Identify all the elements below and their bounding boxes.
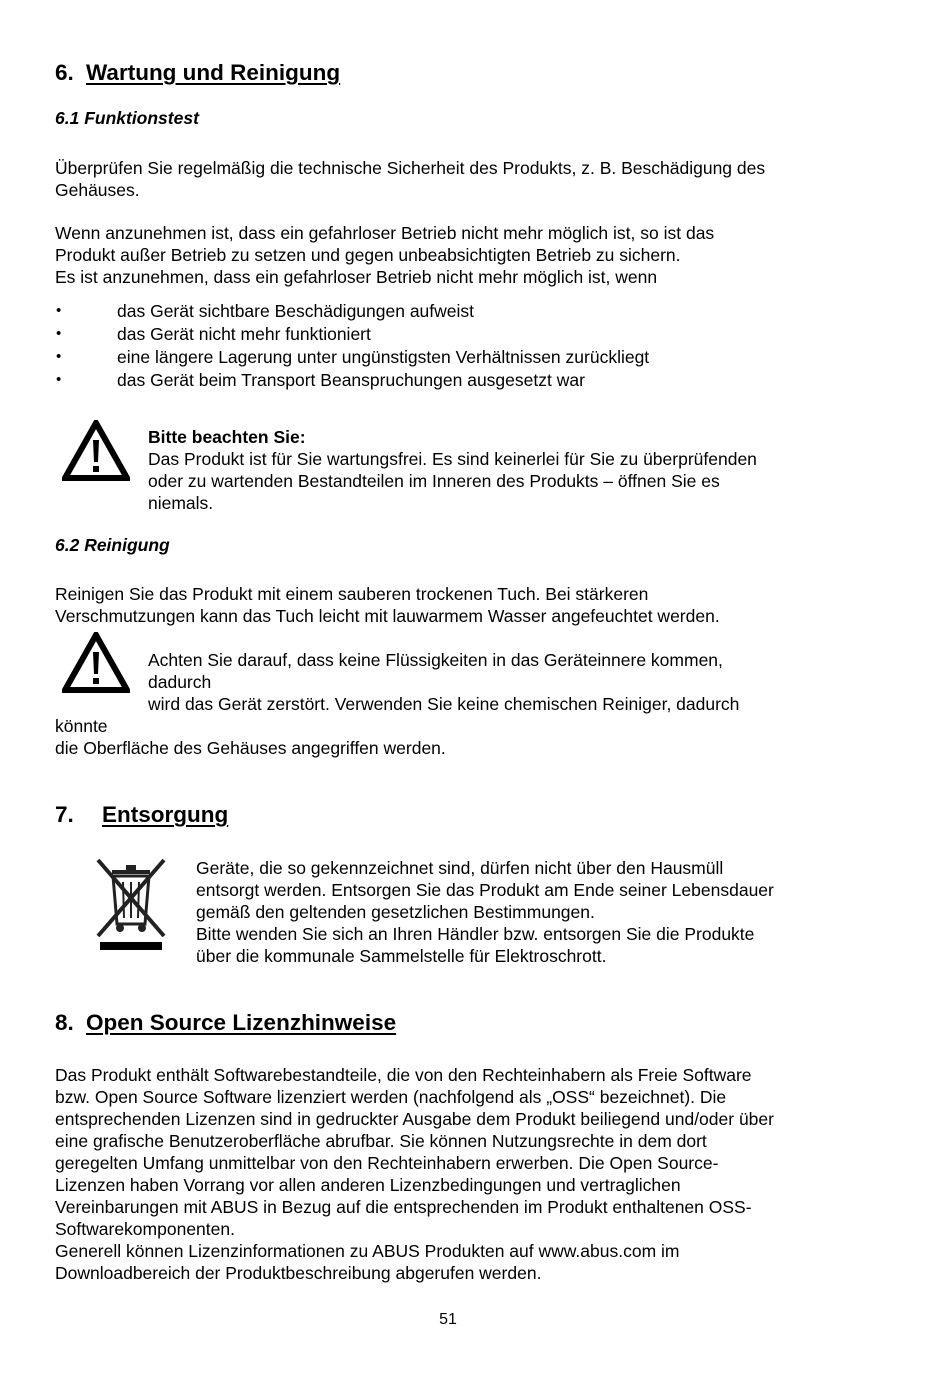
disposal-text [196, 857, 774, 967]
warning-line: dadurch [148, 672, 212, 692]
paragraph-line: Es ist anzunehmen, dass ein gefahrloser Betrieb nicht mehr möglich ist, wenn [55, 267, 658, 287]
section-6-title: Wartung und Reinigung [86, 60, 341, 85]
paragraph-line: Überprüfen Sie regelmäßig die technische Sicherheit des Produkts, z. B. Beschädigung des [55, 158, 766, 178]
bullet-symbol: • [56, 302, 62, 319]
section-7-number: 7. [55, 802, 74, 827]
note-line: niemals. [148, 493, 214, 513]
paragraph-line: Geräte, die so gekennzeichnet sind, dürfen nicht über den Hausmüll [196, 858, 724, 878]
warning-text-continued [55, 715, 446, 759]
weee-crossed-bin-icon [92, 856, 170, 952]
list-item-text: das Gerät nicht mehr funktioniert [117, 324, 371, 344]
paragraph-line: Bitte wenden Sie sich an Ihren Händler bzw. entsorgen Sie die Produkte [196, 924, 755, 944]
bullet-symbol: • [56, 325, 62, 342]
paragraph-line: entsprechenden Lizenzen sind in gedruckter Ausgabe dem Produkt beiliegend und/oder über [55, 1109, 774, 1129]
warning-line: könnte [55, 716, 108, 736]
paragraph-line: Reinigen Sie das Produkt mit einem sauberen trockenen Tuch. Bei stärkeren [55, 584, 649, 604]
bullet-symbol: • [56, 348, 62, 365]
paragraph-line: Downloadbereich der Produktbeschreibung abgerufen werden. [55, 1263, 542, 1283]
paragraph-line: geregelten Umfang unmittelbar von den Rechteinhabern erwerben. Die Open Source- [55, 1153, 719, 1173]
list-item-text: das Gerät sichtbare Beschädigungen aufweist [117, 301, 475, 321]
warning-triangle-icon [62, 632, 130, 694]
list-item-text: das Gerät beim Transport Beanspruchungen ausgesetzt war [117, 370, 585, 390]
paragraph-line: Softwarekomponenten. [55, 1219, 235, 1239]
paragraph-line: Lizenzen haben Vorrang vor allen anderen Lizenzbedingungen und vertraglichen [55, 1175, 681, 1195]
open-source-text [55, 1064, 774, 1284]
subsection-6-2-title: 6.2 Reinigung [55, 535, 170, 555]
paragraph-line: Produkt außer Betrieb zu setzen und gegen unbeabsichtigten Betrieb zu sichern. [55, 245, 681, 265]
section-7-heading [55, 801, 228, 829]
section-8-title: Open Source Lizenzhinweise [86, 1010, 397, 1035]
paragraph-intro [55, 157, 765, 201]
list-item [0, 323, 950, 346]
paragraph-line: eine grafische Benutzeroberfläche abrufbar. Sie können Nutzungsrechte in dem dort [55, 1131, 707, 1151]
paragraph-line: Wenn anzunehmen ist, dass ein gefahrloser Betrieb nicht mehr möglich ist, so ist das [55, 223, 715, 243]
paragraph-conditions [55, 222, 714, 288]
paragraph-line: Gehäuses. [55, 180, 140, 200]
section-6-number: 6. [55, 60, 74, 85]
paragraph-line: bzw. Open Source Software lizenziert werden (nachfolgend als „OSS“ bezeichnet). Die [55, 1087, 727, 1107]
warning-text [148, 649, 739, 715]
paragraph-line: über die kommunale Sammelstelle für Elektroschrott. [196, 946, 607, 966]
note-box [148, 426, 757, 514]
subsection-6-1-title: 6.1 Funktionstest [55, 108, 199, 128]
section-6-heading [55, 59, 340, 87]
paragraph-line: Generell können Lizenzinformationen zu ABUS Produkten auf www.abus.com im [55, 1241, 680, 1261]
note-title: Bitte beachten Sie: [148, 427, 306, 447]
section-8-number: 8. [55, 1010, 74, 1035]
note-line: Das Produkt ist für Sie wartungsfrei. Es sind keinerlei für Sie zu überprüfenden [148, 449, 757, 469]
page-number: 51 [439, 1311, 457, 1328]
list-item [0, 346, 950, 369]
paragraph-line: entsorgt werden. Entsorgen Sie das Produkt am Ende seiner Lebensdauer [196, 880, 774, 900]
warning-line: die Oberfläche des Gehäuses angegriffen werden. [55, 738, 446, 758]
section-7-title: Entsorgung [102, 802, 229, 827]
list-item [0, 300, 950, 323]
list-item-text: eine längere Lagerung unter ungünstigsten Verhältnissen zurückliegt [117, 347, 650, 367]
paragraph-line: Vereinbarungen mit ABUS in Bezug auf die entsprechenden im Produkt enthaltenen OSS- [55, 1197, 752, 1217]
warning-triangle-icon [62, 420, 130, 482]
warning-line: Achten Sie darauf, dass keine Flüssigkeiten in das Geräteinnere kommen, [148, 650, 723, 670]
paragraph-line: gemäß den geltenden gesetzlichen Bestimmungen. [196, 902, 595, 922]
bullet-list [0, 300, 950, 392]
section-8-heading [55, 1009, 396, 1037]
paragraph-cleaning [55, 583, 720, 627]
paragraph-line: Verschmutzungen kann das Tuch leicht mit lauwarmem Wasser angefeuchtet werden. [55, 606, 720, 626]
list-item [0, 369, 950, 392]
warning-line: wird das Gerät zerstört. Verwenden Sie keine chemischen Reiniger, dadurch [148, 694, 740, 714]
paragraph-line: Das Produkt enthält Softwarebestandteile, die von den Rechteinhabern als Freie Software [55, 1065, 752, 1085]
bullet-symbol: • [56, 371, 62, 388]
note-line: oder zu wartenden Bestandteilen im Inneren des Produkts – öffnen Sie es [148, 471, 720, 491]
